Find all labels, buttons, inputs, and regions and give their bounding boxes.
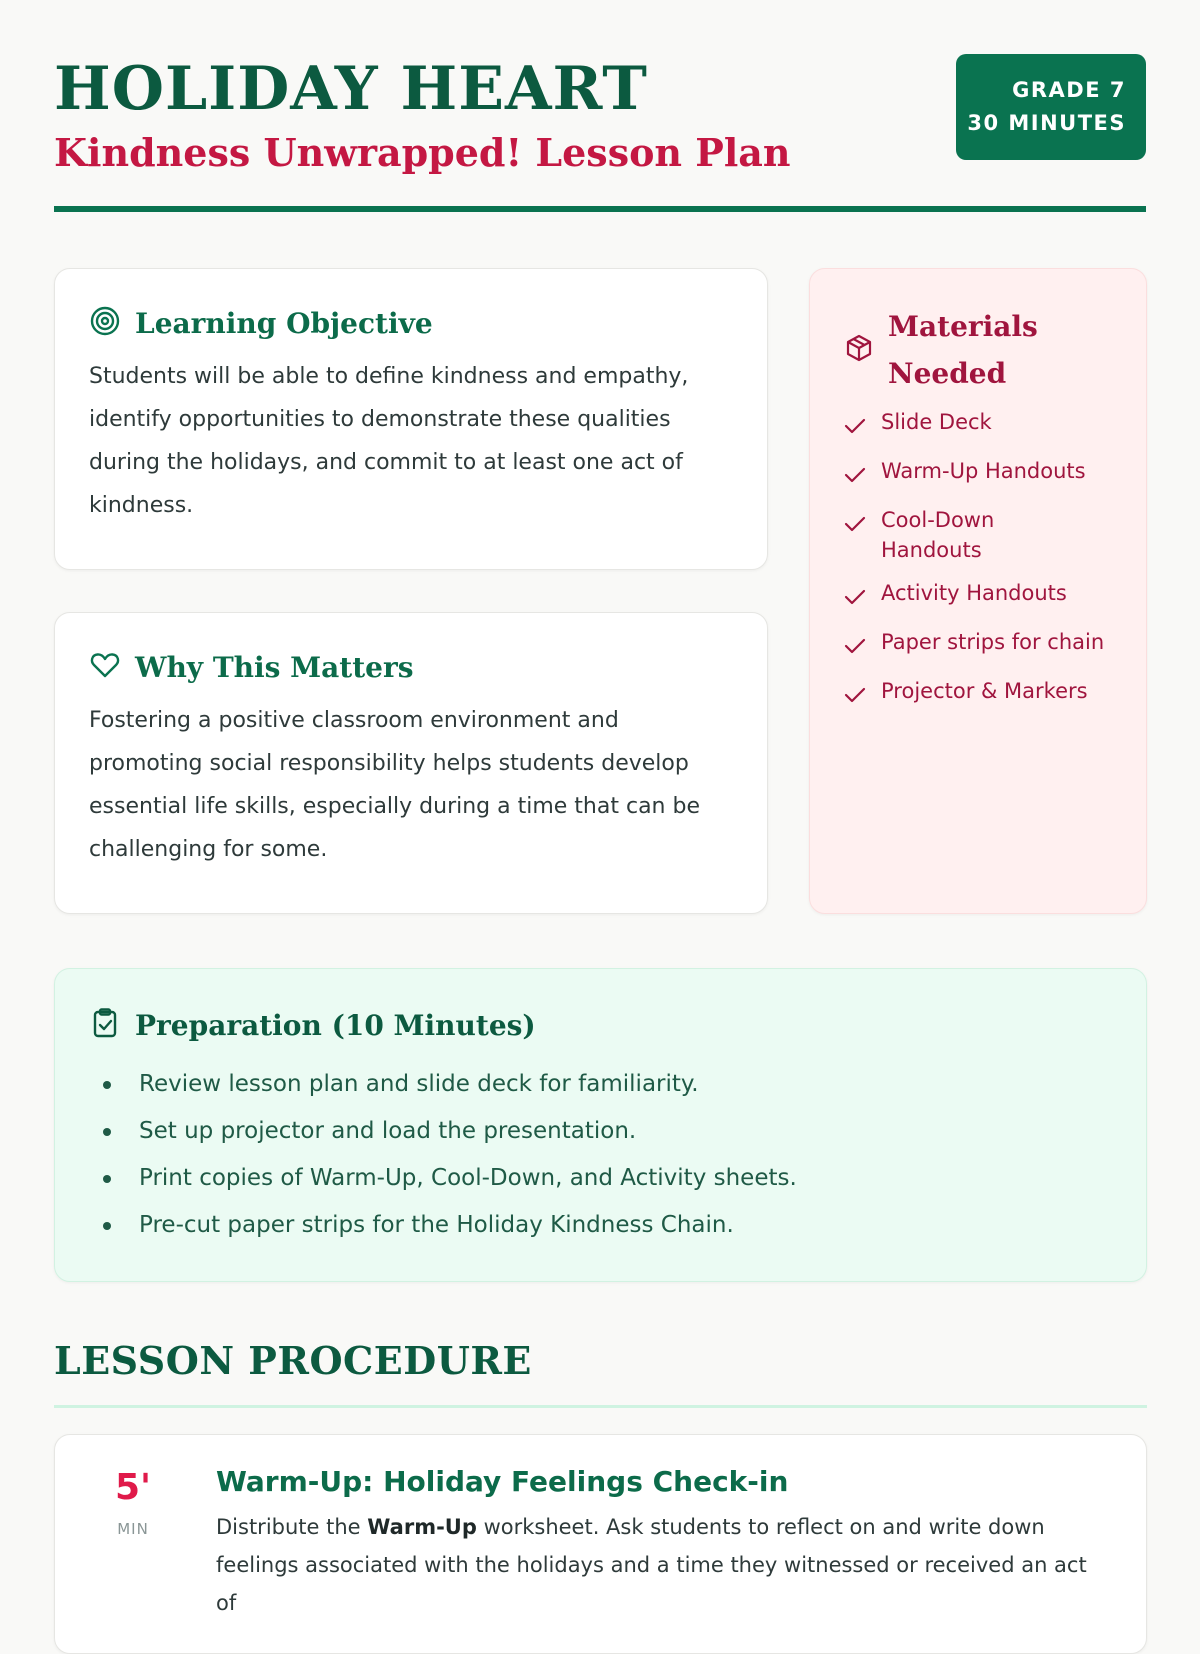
materials-item [844,407,1112,443]
preparation-item: Review lesson plan and slide deck for familiarity. [101,1061,1112,1108]
why-this-matters-text: Fostering a positive classroom environment and promoting social responsibility helps students develop essential life skills, especially during a time that can be challenging for some. [89,708,700,862]
step-text-bold: Warm-Up [367,1515,477,1539]
step-minutes-unit: MIN [117,1520,149,1538]
step-minutes: 5' [114,1467,152,1508]
check-icon [844,584,866,614]
learning-objective-title: Learning Objective [135,306,433,340]
heart-icon [89,649,121,685]
check-icon [844,511,866,541]
preparation-card [54,968,1147,1282]
check-icon [844,633,866,663]
step-title: Warm-Up: Holiday Feelings Check-in [216,1465,789,1498]
materials-title: Materials Needed [888,310,1038,390]
page-subtitle: Kindness Unwrapped! Lesson Plan [54,130,791,175]
preparation-list [89,1061,1112,1249]
materials-item-label: Projector & Markers [881,679,1088,703]
check-icon [844,462,866,492]
why-this-matters-card [54,612,768,914]
page-header [54,0,1146,212]
materials-item-label: Slide Deck [881,410,992,434]
materials-item-label: Activity Handouts [881,581,1067,605]
step-description [216,1508,1110,1622]
box-icon [844,333,874,367]
check-icon [844,413,866,443]
badge-grade: GRADE 7 [1012,78,1126,102]
learning-objective-text: Students will be able to define kindness and empathy, identify opportunities to demonstrate these qualities during the holidays, and commit to at least one act of kindness. [89,364,689,518]
materials-item [844,627,1112,663]
materials-item [844,456,1112,492]
preparation-title: Preparation (10 Minutes) [135,1008,536,1042]
badge-duration: 30 MINUTES [967,111,1126,135]
preparation-item: Pre-cut paper strips for the Holiday Kindness Chain. [101,1202,1112,1249]
materials-item-label: Cool-Down Handouts [881,508,995,562]
step-body [216,1465,1110,1622]
lesson-procedure-heading: LESSON PROCEDURE [54,1338,1147,1408]
step-text-after: worksheet. Ask students to reflect on and write down feelings associated with the holidays and a time they witnessed or received an act of [216,1515,1087,1615]
materials-list [844,407,1112,712]
target-icon [89,305,121,341]
step-text-before: Distribute the [216,1515,368,1539]
why-this-matters-title: Why This Matters [135,650,414,684]
materials-item [844,505,1112,565]
preparation-item: Set up projector and load the presentation. [101,1108,1112,1155]
procedure-step-card [54,1434,1147,1654]
check-icon [844,682,866,712]
grade-duration-badge [956,54,1146,160]
step-duration [91,1467,175,1538]
page-title: HOLIDAY HEART [54,54,648,124]
clipboard-check-icon [89,1007,121,1043]
materials-item [844,578,1112,614]
materials-item [844,676,1112,712]
materials-item-label: Paper strips for chain [881,630,1105,654]
materials-item-label: Warm-Up Handouts [881,459,1086,483]
learning-objective-card [54,268,768,570]
preparation-item: Print copies of Warm-Up, Cool-Down, and Activity sheets. [101,1155,1112,1202]
materials-card [809,268,1147,914]
